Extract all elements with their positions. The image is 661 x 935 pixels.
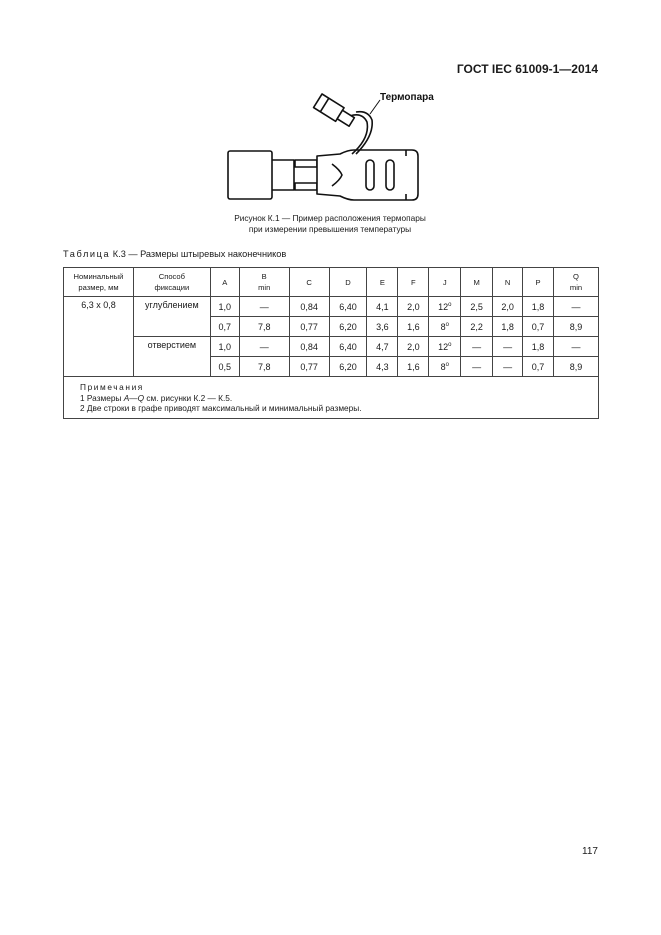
- cell-A: 1,0: [210, 337, 239, 357]
- cell-A: 0,5: [210, 357, 239, 377]
- cell-E: 3,6: [367, 317, 398, 337]
- blade-slot-left: [366, 160, 374, 190]
- table-title-rest: К.3 — Размеры штыревых наконечников: [110, 249, 287, 259]
- cell-N: 2,0: [493, 297, 523, 317]
- cell-Q: —: [554, 297, 599, 317]
- header-J: J: [429, 268, 461, 297]
- cell-N: —: [493, 357, 523, 377]
- blade-slot-right: [386, 160, 394, 190]
- header-F: F: [398, 268, 429, 297]
- cell-method: углублением: [133, 297, 210, 337]
- cell-E: 4,7: [367, 337, 398, 357]
- cell-D: 6,40: [329, 297, 367, 317]
- thermocouple-placement-figure: [222, 84, 448, 214]
- cell-N: 1,8: [493, 317, 523, 337]
- cell-A: 0,7: [210, 317, 239, 337]
- thermocouple-connector: [314, 94, 356, 129]
- cell-E: 4,1: [367, 297, 398, 317]
- table-title-prefix: Таблица: [63, 249, 111, 259]
- header-Q: Q min: [554, 268, 599, 297]
- cell-B: —: [239, 297, 289, 317]
- header-B: B min: [239, 268, 289, 297]
- table-notes-row: [64, 377, 599, 419]
- pin-terminal-dimensions-table: [63, 267, 599, 419]
- header-P: P: [523, 268, 554, 297]
- callout-leader: [370, 100, 380, 114]
- header-nominal-size: Номинальный размер, мм: [64, 268, 134, 297]
- cell-P: 0,7: [523, 317, 554, 337]
- cell-F: 1,6: [398, 357, 429, 377]
- terminal-handle: [228, 151, 272, 199]
- cell-F: 2,0: [398, 297, 429, 317]
- notes-title: Примечания: [80, 382, 144, 392]
- cell-C: 0,77: [289, 357, 329, 377]
- table-notes: [64, 377, 599, 419]
- cell-D: 6,20: [329, 317, 367, 337]
- figure-caption-line2: при измерении превышения температуры: [248, 224, 412, 234]
- cell-D: 6,40: [329, 337, 367, 357]
- cell-B: —: [239, 337, 289, 357]
- page-number: 117: [582, 846, 598, 857]
- cell-M: 2,5: [461, 297, 493, 317]
- table-row: [64, 337, 599, 357]
- cell-P: 1,8: [523, 337, 554, 357]
- cell-D: 6,20: [329, 357, 367, 377]
- terminal-neck: [272, 160, 294, 190]
- cell-C: 0,84: [289, 337, 329, 357]
- header-E: E: [367, 268, 398, 297]
- crimp-tab-lower: [295, 183, 317, 190]
- cell-A: 1,0: [210, 297, 239, 317]
- cell-M: —: [461, 357, 493, 377]
- header-M: M: [461, 268, 493, 297]
- cell-nominal-size: 6,3 x 0,8: [64, 297, 134, 377]
- figure-caption-line1: Рисунок К.1 — Пример расположения термопары: [234, 213, 426, 223]
- cell-P: 1,8: [523, 297, 554, 317]
- cell-C: 0,84: [289, 297, 329, 317]
- table-title: [63, 249, 286, 259]
- cell-Q: —: [554, 337, 599, 357]
- cell-E: 4,3: [367, 357, 398, 377]
- cell-method: отверстием: [133, 337, 210, 377]
- thermocouple-callout: Термопара: [380, 92, 434, 103]
- cell-B: 7,8: [239, 317, 289, 337]
- cell-J: $8^о$: [429, 357, 461, 377]
- cell-M: 2,2: [461, 317, 493, 337]
- cell-B: 7,8: [239, 357, 289, 377]
- cell-Q: 8,9: [554, 357, 599, 377]
- cell-N: —: [493, 337, 523, 357]
- cell-J: $12^о$: [429, 297, 461, 317]
- table-header-row: [64, 268, 599, 297]
- cell-P: 0,7: [523, 357, 554, 377]
- document-standard-header: ГОСТ IEC 61009-1—2014: [456, 62, 598, 76]
- cell-M: —: [461, 337, 493, 357]
- note-1: 1 Размеры A—Q см. рисунки К.2 — К.5.: [80, 392, 233, 403]
- cell-C: 0,77: [289, 317, 329, 337]
- cell-Q: 8,9: [554, 317, 599, 337]
- header-C: C: [289, 268, 329, 297]
- header-D: D: [329, 268, 367, 297]
- header-N: N: [493, 268, 523, 297]
- header-fixing-method: Способ фиксации: [133, 268, 210, 297]
- cell-F: 1,6: [398, 317, 429, 337]
- cell-J: $12^о$: [429, 337, 461, 357]
- cell-F: 2,0: [398, 337, 429, 357]
- figure-caption: [160, 213, 500, 235]
- crimp-tab-upper: [295, 160, 317, 167]
- note-2: 2 Две строки в графе приводят максимальный и минимальный размеры.: [80, 403, 362, 413]
- table-row: [64, 297, 599, 317]
- header-A: A: [210, 268, 239, 297]
- cell-J: $8^о$: [429, 317, 461, 337]
